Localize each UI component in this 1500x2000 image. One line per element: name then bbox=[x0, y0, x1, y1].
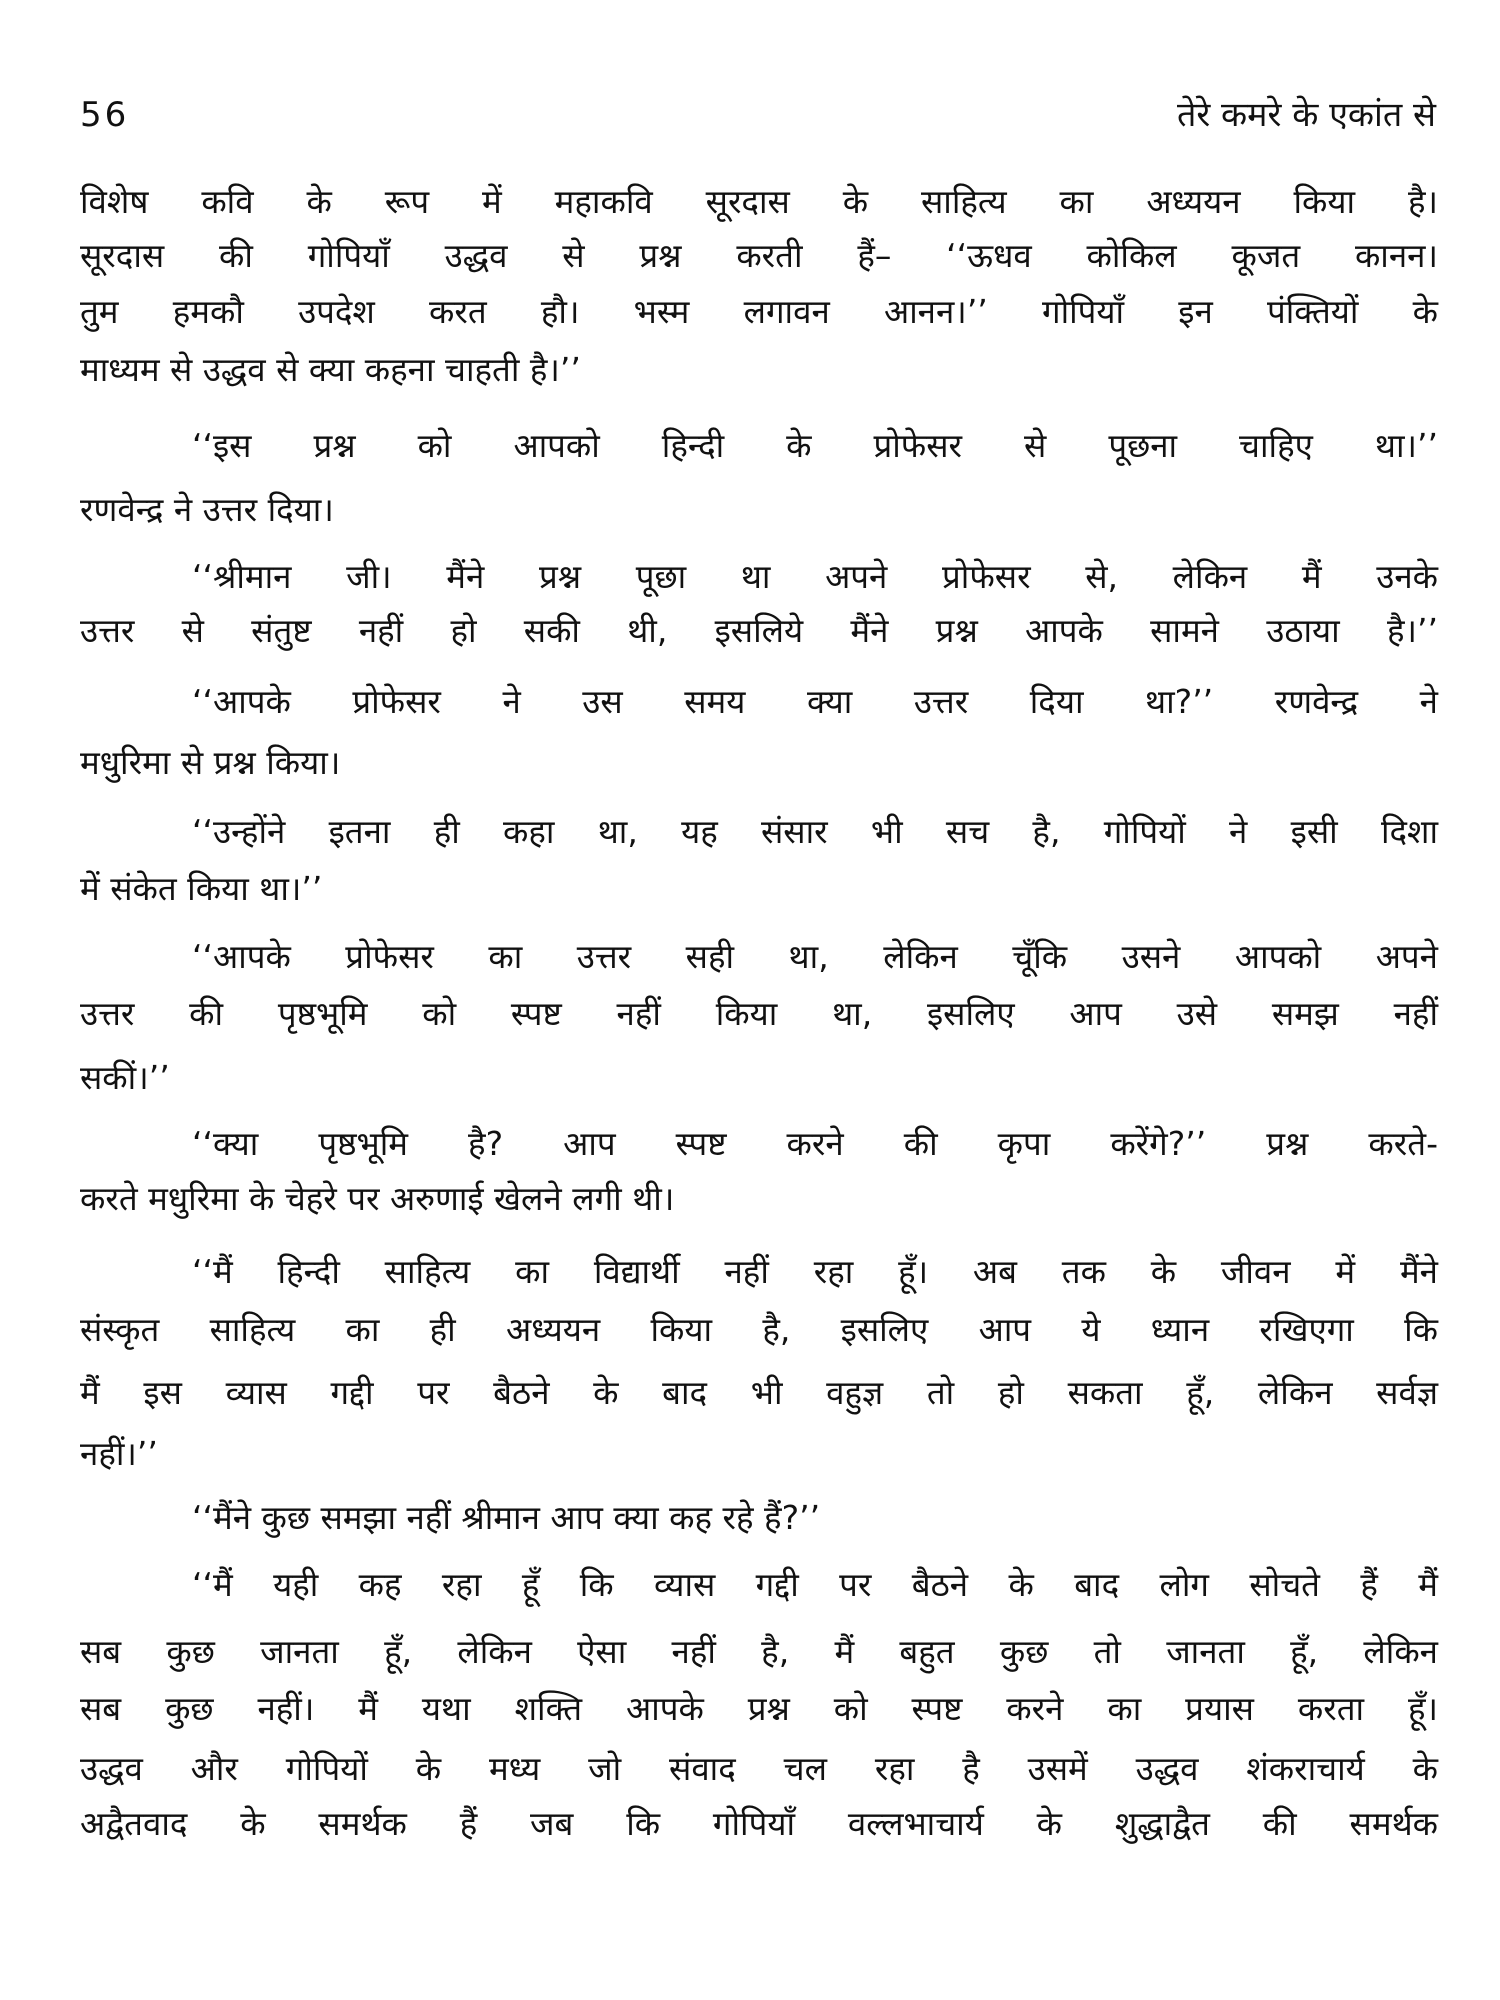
running-title: तेरे कमरे के एकांत से bbox=[1176, 95, 1436, 135]
text-line: सूरदास की गोपियाँ उद्धव से प्रश्न करती हैं– ‘‘ऊधव कोकिल कूजत कानन। bbox=[80, 236, 1438, 275]
text-line: विशेष कवि के रूप में महाकवि सूरदास के साहित्य का अध्ययन किया है। bbox=[80, 182, 1438, 221]
text-line: उद्धव और गोपियों के मध्य जो संवाद चल रहा है उसमें उद्धव शंकराचार्य के bbox=[80, 1749, 1438, 1788]
text-line: ‘‘मैं यही कह रहा हूँ कि व्यास गद्दी पर बैठने के बाद लोग सोचते हैं मैं bbox=[192, 1565, 1438, 1604]
text-line: मधुरिमा से प्रश्न किया। bbox=[80, 743, 341, 782]
text-line: तुम हमकौ उपदेश करत हौ। भस्म लगावन आनन।’’ गोपियाँ इन पंक्तियों के bbox=[80, 292, 1438, 331]
text-line: ‘‘आपके प्रोफेसर का उत्तर सही था, लेकिन चूँकि उसने आपको अपने bbox=[192, 937, 1438, 976]
text-line: ‘‘इस प्रश्न को आपको हिन्दी के प्रोफेसर से पूछना चाहिए था।’’ bbox=[192, 426, 1438, 465]
text-line: करते मधुरिमा के चेहरे पर अरुणाई खेलने लगी थी। bbox=[80, 1179, 675, 1218]
text-line: नहीं।’’ bbox=[80, 1434, 158, 1473]
text-line: सब कुछ नहीं। मैं यथा शक्ति आपके प्रश्न को स्पष्ट करने का प्रयास करता हूँ। bbox=[80, 1689, 1438, 1728]
text-line: उत्तर से संतुष्ट नहीं हो सकी थी, इसलिये मैंने प्रश्न आपके सामने उठाया है।’’ bbox=[80, 611, 1438, 650]
text-line: अद्वैतवाद के समर्थक हैं जब कि गोपियाँ वल्लभाचार्य के शुद्धाद्वैत की समर्थक bbox=[80, 1804, 1438, 1843]
text-line: सब कुछ जानता हूँ, लेकिन ऐसा नहीं है, मैं बहुत कुछ तो जानता हूँ, लेकिन bbox=[80, 1632, 1438, 1671]
text-line: ‘‘श्रीमान जी। मैंने प्रश्न पूछा था अपने प्रोफेसर से, लेकिन मैं उनके bbox=[192, 557, 1438, 596]
text-line: माध्यम से उद्धव से क्या कहना चाहती है।’’ bbox=[80, 350, 581, 389]
text-line: ‘‘मैं हिन्दी साहित्य का विद्यार्थी नहीं रहा हूँ। अब तक के जीवन में मैंने bbox=[192, 1252, 1438, 1291]
text-line: रणवेन्द्र ने उत्तर दिया। bbox=[80, 490, 334, 529]
text-line: मैं इस व्यास गद्दी पर बैठने के बाद भी वहुज्ञ तो हो सकता हूँ, लेकिन सर्वज्ञ bbox=[80, 1373, 1438, 1412]
text-line: में संकेत किया था।’’ bbox=[80, 869, 323, 908]
text-line: ‘‘उन्होंने इतना ही कहा था, यह संसार भी सच है, गोपियों ने इसी दिशा bbox=[192, 812, 1438, 851]
text-line: ‘‘क्या पृष्ठभूमि है? आप स्पष्ट करने की कृपा करेंगे?’’ प्रश्न करते- bbox=[192, 1124, 1438, 1163]
text-line: संस्कृत साहित्य का ही अध्ययन किया है, इसलिए आप ये ध्यान रखिएगा कि bbox=[80, 1310, 1438, 1349]
text-line: ‘‘आपके प्रोफेसर ने उस समय क्या उत्तर दिया था?’’ रणवेन्द्र ने bbox=[192, 682, 1438, 721]
page-number: 56 bbox=[80, 95, 130, 135]
text-line: उत्तर की पृष्ठभूमि को स्पष्ट नहीं किया था, इसलिए आप उसे समझ नहीं bbox=[80, 994, 1438, 1033]
text-line: सकीं।’’ bbox=[80, 1058, 170, 1097]
text-line: ‘‘मैंने कुछ समझा नहीं श्रीमान आप क्या कह रहे हैं?’’ bbox=[192, 1498, 821, 1537]
